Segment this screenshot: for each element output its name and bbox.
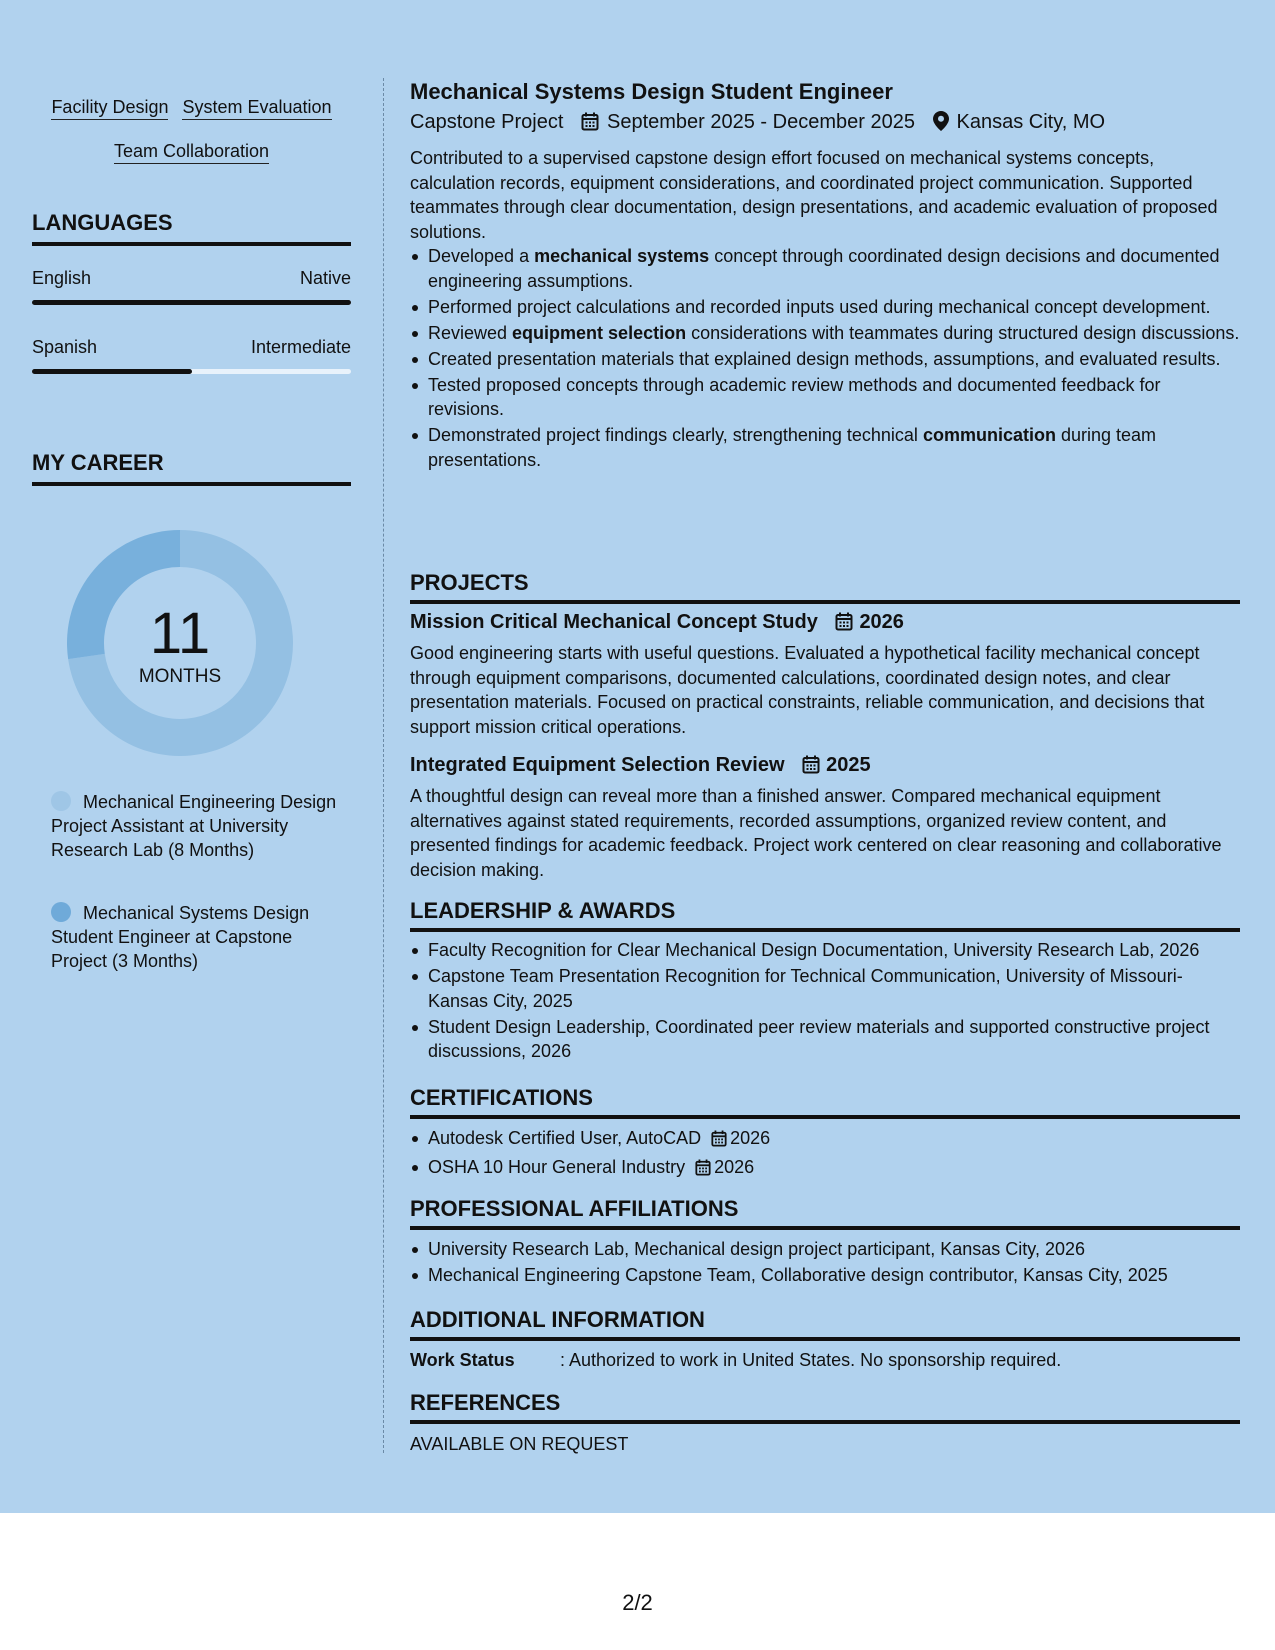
additional-info-heading: ADDITIONAL INFORMATION [410, 1307, 1240, 1341]
calendar-icon [695, 1158, 711, 1183]
job-bullet [410, 295, 1240, 320]
job-company: Capstone Project [410, 111, 564, 133]
certifications-heading: CERTIFICATIONS [410, 1085, 1240, 1119]
language-level: Intermediate [250, 337, 351, 357]
bullet-text: Reviewed [428, 322, 513, 343]
job-title: Mechanical Systems Design Student Engineer [410, 79, 893, 104]
project-description: A thoughtful design can reveal more than a finished answer. Compared mechanical equipment alternatives against stated requirements, recorded assumptions, organized review content, and presented findings for academic feedback. Project work centered on clear reasoning and collaborative decision making. [410, 786, 1222, 880]
job-location: Kansas City, MO [956, 111, 1106, 133]
bullet-bold: equipment selection [512, 322, 687, 343]
job-bullet [410, 321, 1240, 346]
career-legend-item [51, 901, 341, 973]
job-dates: September 2025 - December 2025 [606, 111, 915, 133]
project-year: 2025 [826, 754, 871, 776]
location-pin-icon [933, 111, 949, 137]
certification-name: OSHA 10 Hour General Industry [428, 1157, 686, 1177]
bullet-text: Created presentation materials that explained design methods, assumptions, and evaluated results. [428, 348, 1221, 369]
work-status-label: Work Status [410, 1350, 515, 1370]
bullet-text: Performed project calculations and recorded inputs used during mechanical concept development. [428, 296, 1211, 317]
language-proficiency-fill [32, 369, 192, 374]
calendar-icon [835, 612, 853, 637]
job-bullet [410, 373, 1240, 422]
references-text: AVAILABLE ON REQUEST [410, 1434, 629, 1454]
project-title [410, 611, 904, 637]
career-donut-chart [67, 530, 293, 756]
language-row [32, 268, 351, 289]
leadership-heading: LEADERSHIP & AWARDS [410, 898, 1240, 932]
bullet-bold: communication [922, 425, 1056, 445]
language-proficiency-fill [32, 300, 351, 305]
skill-tag: Team Collaboration [114, 140, 269, 164]
legend-text: Mechanical Engineering Design Project Assistant at University Research Lab (8 Months) [51, 792, 337, 860]
project-name: Mission Critical Mechanical Concept Study [410, 611, 818, 633]
legend-dot [51, 902, 71, 922]
calendar-icon [581, 112, 599, 137]
certification-year: 2026 [730, 1128, 771, 1148]
job-bullet [410, 244, 1240, 293]
job-summary: Contributed to a supervised capstone design effort focused on mechanical systems concepts, calculation records, equipment considerations, and coordinated project communication. Supported teammates through clear documentation, design presentations, and academic evaluation of proposed solutions. [410, 148, 1218, 242]
leadership-item: Capstone Team Presentation Recognition for Technical Communication, University of Missouri-Kansas City, 2025 [410, 964, 1240, 1013]
certification-year: 2026 [714, 1157, 755, 1177]
project-year: 2026 [859, 611, 904, 633]
skill-tag: Facility Design [51, 96, 168, 120]
projects-heading: PROJECTS [410, 570, 1240, 604]
certification-item [410, 1126, 1240, 1154]
affiliation-item: University Research Lab, Mechanical design project participant, Kansas City, 2026 [410, 1237, 1240, 1262]
bullet-text: Tested proposed concepts through academic review methods and documented feedback for revisions. [428, 374, 1161, 419]
calendar-icon [802, 755, 820, 780]
language-name: Spanish [32, 337, 98, 357]
bullet-text: concept through coordinated design decisions and documented engineering assumptions. [428, 246, 1220, 291]
languages-heading: LANGUAGES [32, 210, 351, 246]
column-divider [383, 78, 384, 1453]
career-legend-item [51, 790, 341, 862]
legend-dot [51, 791, 71, 811]
bullet-text: Demonstrated project findings clearly, strengthening technical [428, 425, 923, 445]
affiliations-list [410, 1237, 1240, 1289]
affiliations-heading: PROFESSIONAL AFFILIATIONS [410, 1196, 1240, 1230]
career-heading: MY CAREER [32, 450, 351, 486]
language-proficiency-bar [32, 300, 351, 305]
certification-item [410, 1155, 1240, 1183]
page-number: 2/2 [622, 1590, 653, 1615]
affiliation-item: Mechanical Engineering Capstone Team, Collaborative design contributor, Kansas City, 2025 [410, 1263, 1240, 1288]
work-status-value: : Authorized to work in United States. No sponsorship required. [560, 1350, 1062, 1370]
work-status-row [410, 1348, 1240, 1373]
leadership-list [410, 938, 1240, 1065]
leadership-item: Faculty Recognition for Clear Mechanical Design Documentation, University Research Lab, 2026 [410, 938, 1240, 963]
bullet-text: considerations with teammates during structured design discussions. [686, 322, 1240, 343]
skills-list [32, 87, 351, 175]
calendar-icon [711, 1129, 727, 1154]
language-proficiency-bar [32, 369, 351, 374]
language-level: Native [299, 268, 351, 288]
career-total-unit: MONTHS [138, 666, 222, 687]
bullet-text: Developed a [428, 246, 535, 266]
bullet-text: during team presentations. [428, 425, 1157, 470]
bullet-bold: mechanical systems [534, 246, 710, 266]
job-bullets [410, 244, 1240, 474]
references-heading: REFERENCES [410, 1390, 1240, 1424]
project-description: Good engineering starts with useful questions. Evaluated a hypothetical facility mechanical concept through equipment comparisons, documented calculations, coordinated design notes, and clear presentation materials. Focused on practical constraints, reliable communication, and decisions that support mission critical operations. [410, 643, 1205, 737]
project-title [410, 754, 871, 780]
job-meta [410, 111, 1105, 137]
legend-text: Mechanical Systems Design Student Engineer at Capstone Project (3 Months) [51, 903, 310, 971]
job-bullet [410, 347, 1240, 372]
certification-name: Autodesk Certified User, AutoCAD [428, 1128, 702, 1148]
language-name: English [32, 268, 92, 288]
job-bullet [410, 423, 1240, 472]
language-row [32, 337, 351, 358]
project-name: Integrated Equipment Selection Review [410, 754, 785, 776]
career-total-value: 11 [149, 601, 211, 666]
leadership-item: Student Design Leadership, Coordinated peer review materials and supported constructive project discussions, 2026 [410, 1015, 1240, 1064]
certifications-list [410, 1126, 1240, 1184]
skill-tag: System Evaluation [182, 96, 331, 120]
